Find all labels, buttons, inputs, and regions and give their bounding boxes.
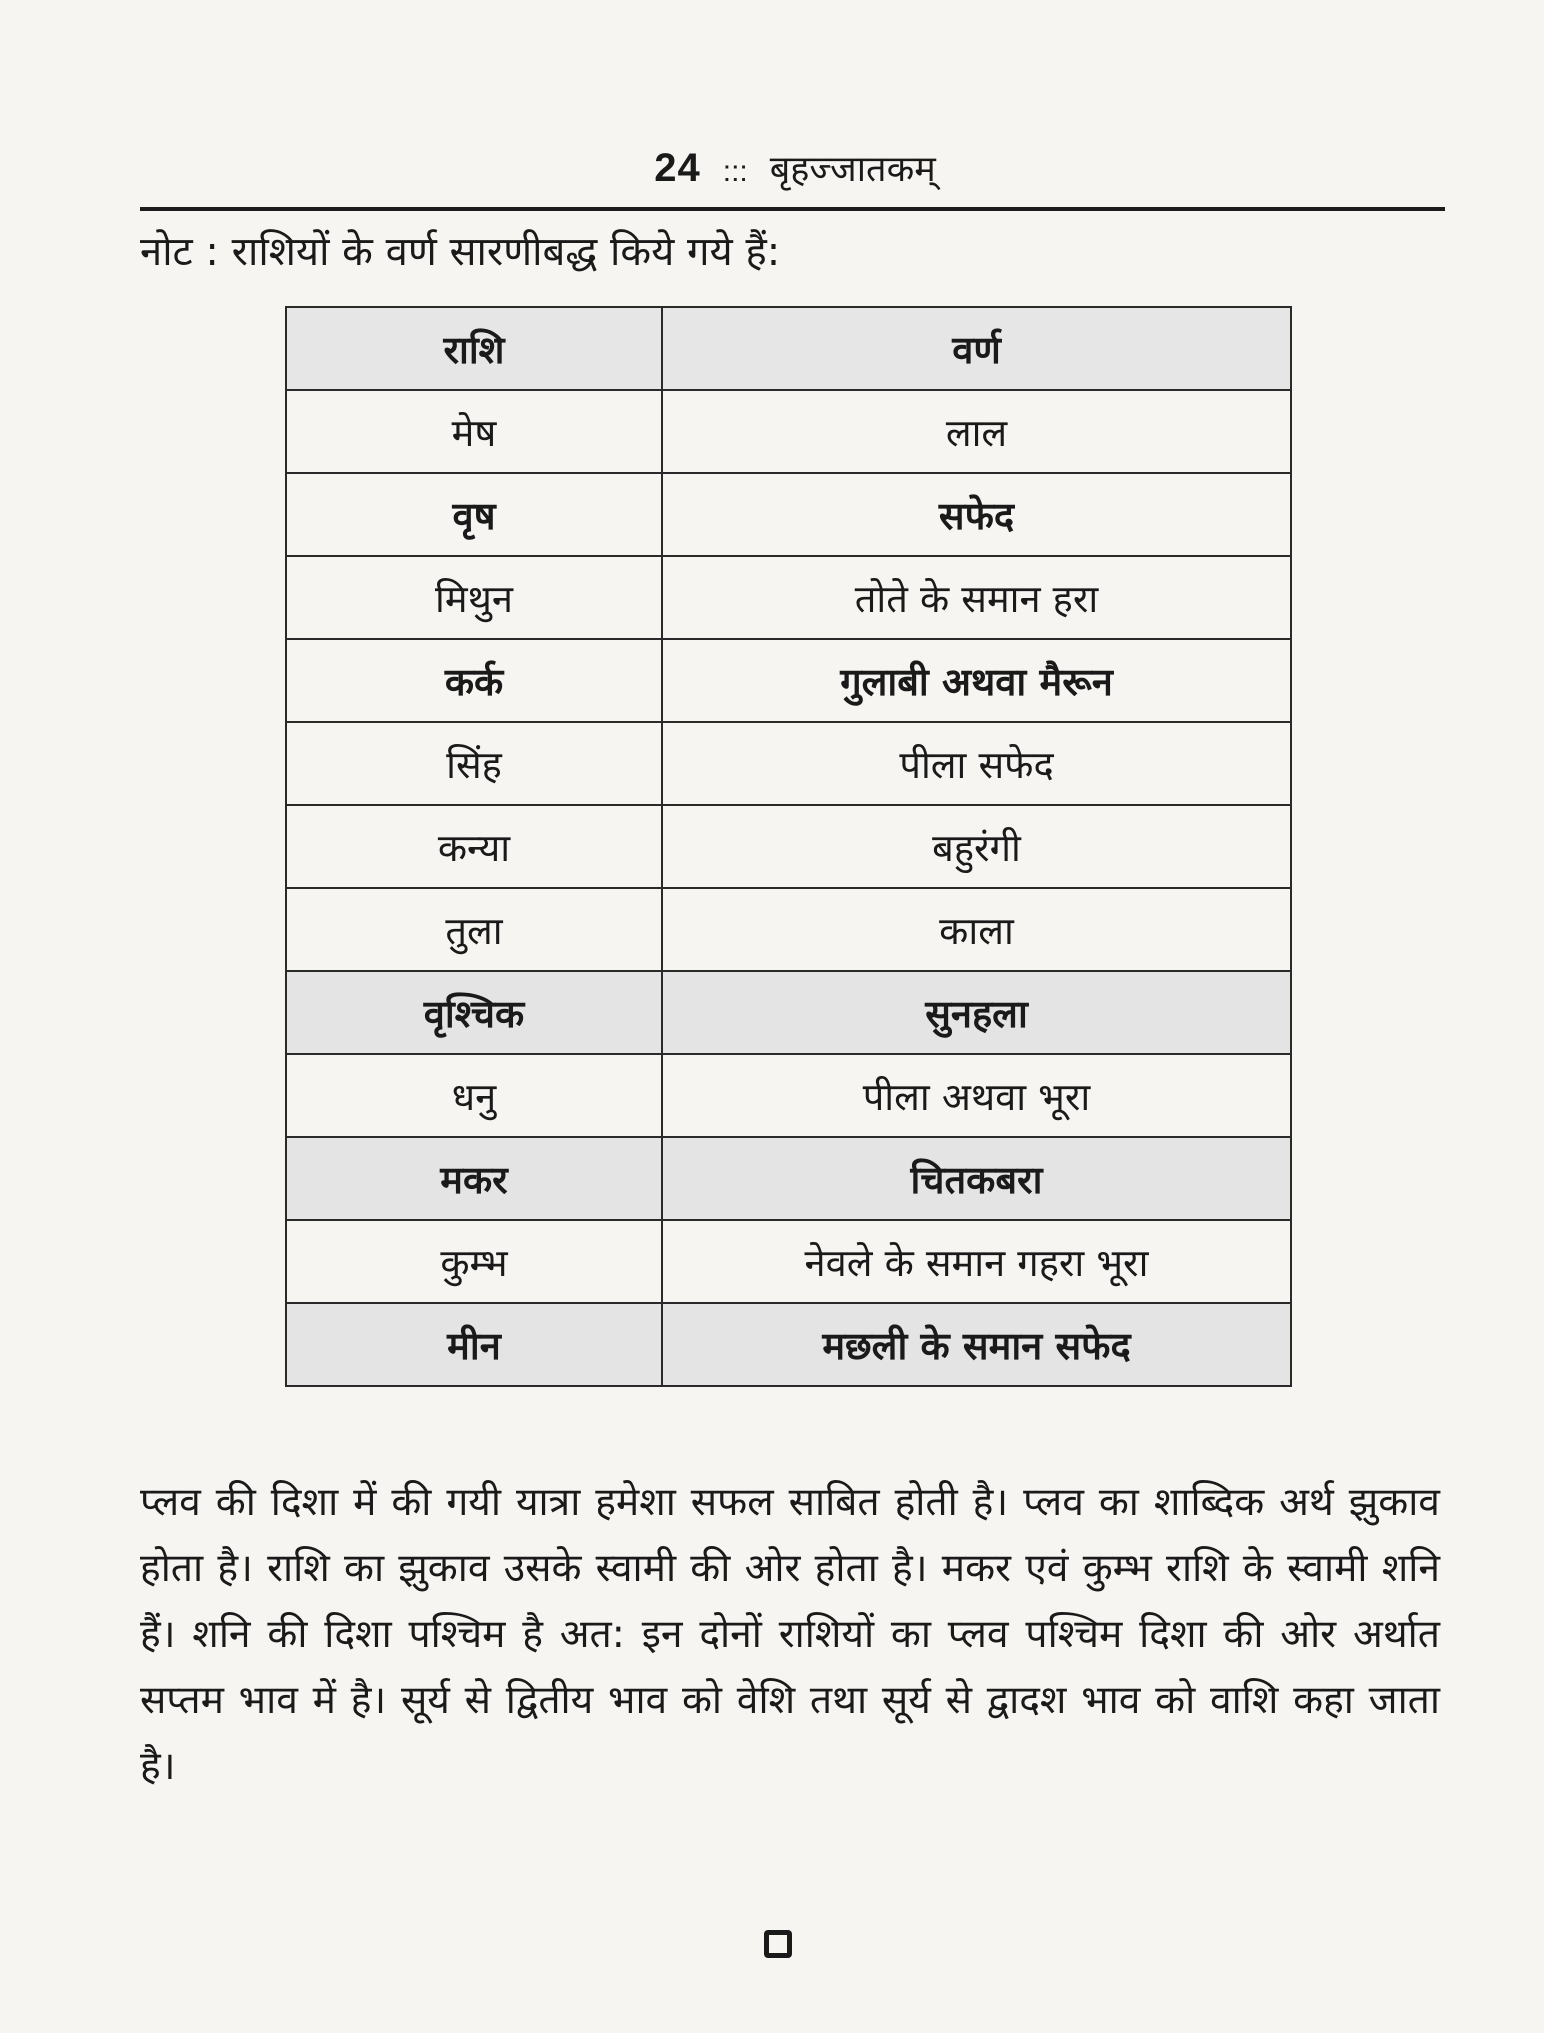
varna-cell: सफेद (662, 473, 1291, 556)
table-row (286, 805, 1291, 888)
varna-cell: नेवले के समान गहरा भूरा (662, 1220, 1291, 1303)
table-row (286, 722, 1291, 805)
rashi-cell: मेष (286, 390, 662, 473)
end-of-section-square-icon (764, 1930, 792, 1958)
varna-cell: गुलाबी अथवा मैरून (662, 639, 1291, 722)
varna-cell: तोते के समान हरा (662, 556, 1291, 639)
table-note: नोट : राशियों के वर्ण सारणीबद्ध किये गये हैं: (140, 229, 781, 275)
header-separator: ::: (722, 155, 748, 188)
rashi-varna-table (285, 306, 1290, 1387)
rashi-cell: मकर (286, 1137, 662, 1220)
varna-cell: पीला अथवा भूरा (662, 1054, 1291, 1137)
varna-table (285, 306, 1292, 1387)
table-row (286, 1303, 1291, 1386)
rashi-cell: धनु (286, 1054, 662, 1137)
varna-cell: मछली के समान सफेद (662, 1303, 1291, 1386)
table-row (286, 390, 1291, 473)
table-row (286, 1137, 1291, 1220)
table-row (286, 971, 1291, 1054)
header-rashi: राशि (286, 307, 662, 390)
varna-cell: बहुरंगी (662, 805, 1291, 888)
header-varna: वर्ण (662, 307, 1291, 390)
table-row (286, 556, 1291, 639)
rashi-cell: सिंह (286, 722, 662, 805)
rashi-cell: कर्क (286, 639, 662, 722)
varna-cell: लाल (662, 390, 1291, 473)
rashi-cell: कन्या (286, 805, 662, 888)
varna-cell: सुनहला (662, 971, 1291, 1054)
rashi-cell: वृष (286, 473, 662, 556)
book-title: बृहज्जातकम् (769, 149, 936, 190)
table-row (286, 888, 1291, 971)
varna-cell: काला (662, 888, 1291, 971)
rashi-cell: तुला (286, 888, 662, 971)
header-rule (140, 207, 1445, 211)
table-row (286, 639, 1291, 722)
rashi-cell: कुम्भ (286, 1220, 662, 1303)
table-header-row (286, 307, 1291, 390)
table-row (286, 1054, 1291, 1137)
running-header (140, 138, 1450, 202)
table-row (286, 473, 1291, 556)
rashi-cell: मीन (286, 1303, 662, 1386)
page-number: 24 (654, 146, 701, 190)
rashi-cell: वृश्चिक (286, 971, 662, 1054)
rashi-cell: मिथुन (286, 556, 662, 639)
varna-cell: पीला सफेद (662, 722, 1291, 805)
table-row (286, 1220, 1291, 1303)
varna-cell: चितकबरा (662, 1137, 1291, 1220)
body-paragraph: प्लव की दिशा में की गयी यात्रा हमेशा सफल साबित होती है। प्लव का शाब्दिक अर्थ झुकाव होता है। राशि का झुकाव उसके स्वामी की ओर होता है। मकर एवं कुम्भ राशि के स्वामी शनि हैं। शनि की दिशा पश्चिम है अत: इन दोनों राशियों का प्लव पश्चिम दिशा की ओर अर्थात सप्तम भाव में है। सूर्य से द्वितीय भाव को वेशि तथा सूर्य से द्वादश भाव को वाशि कहा जाता है। (140, 1480, 1440, 1789)
